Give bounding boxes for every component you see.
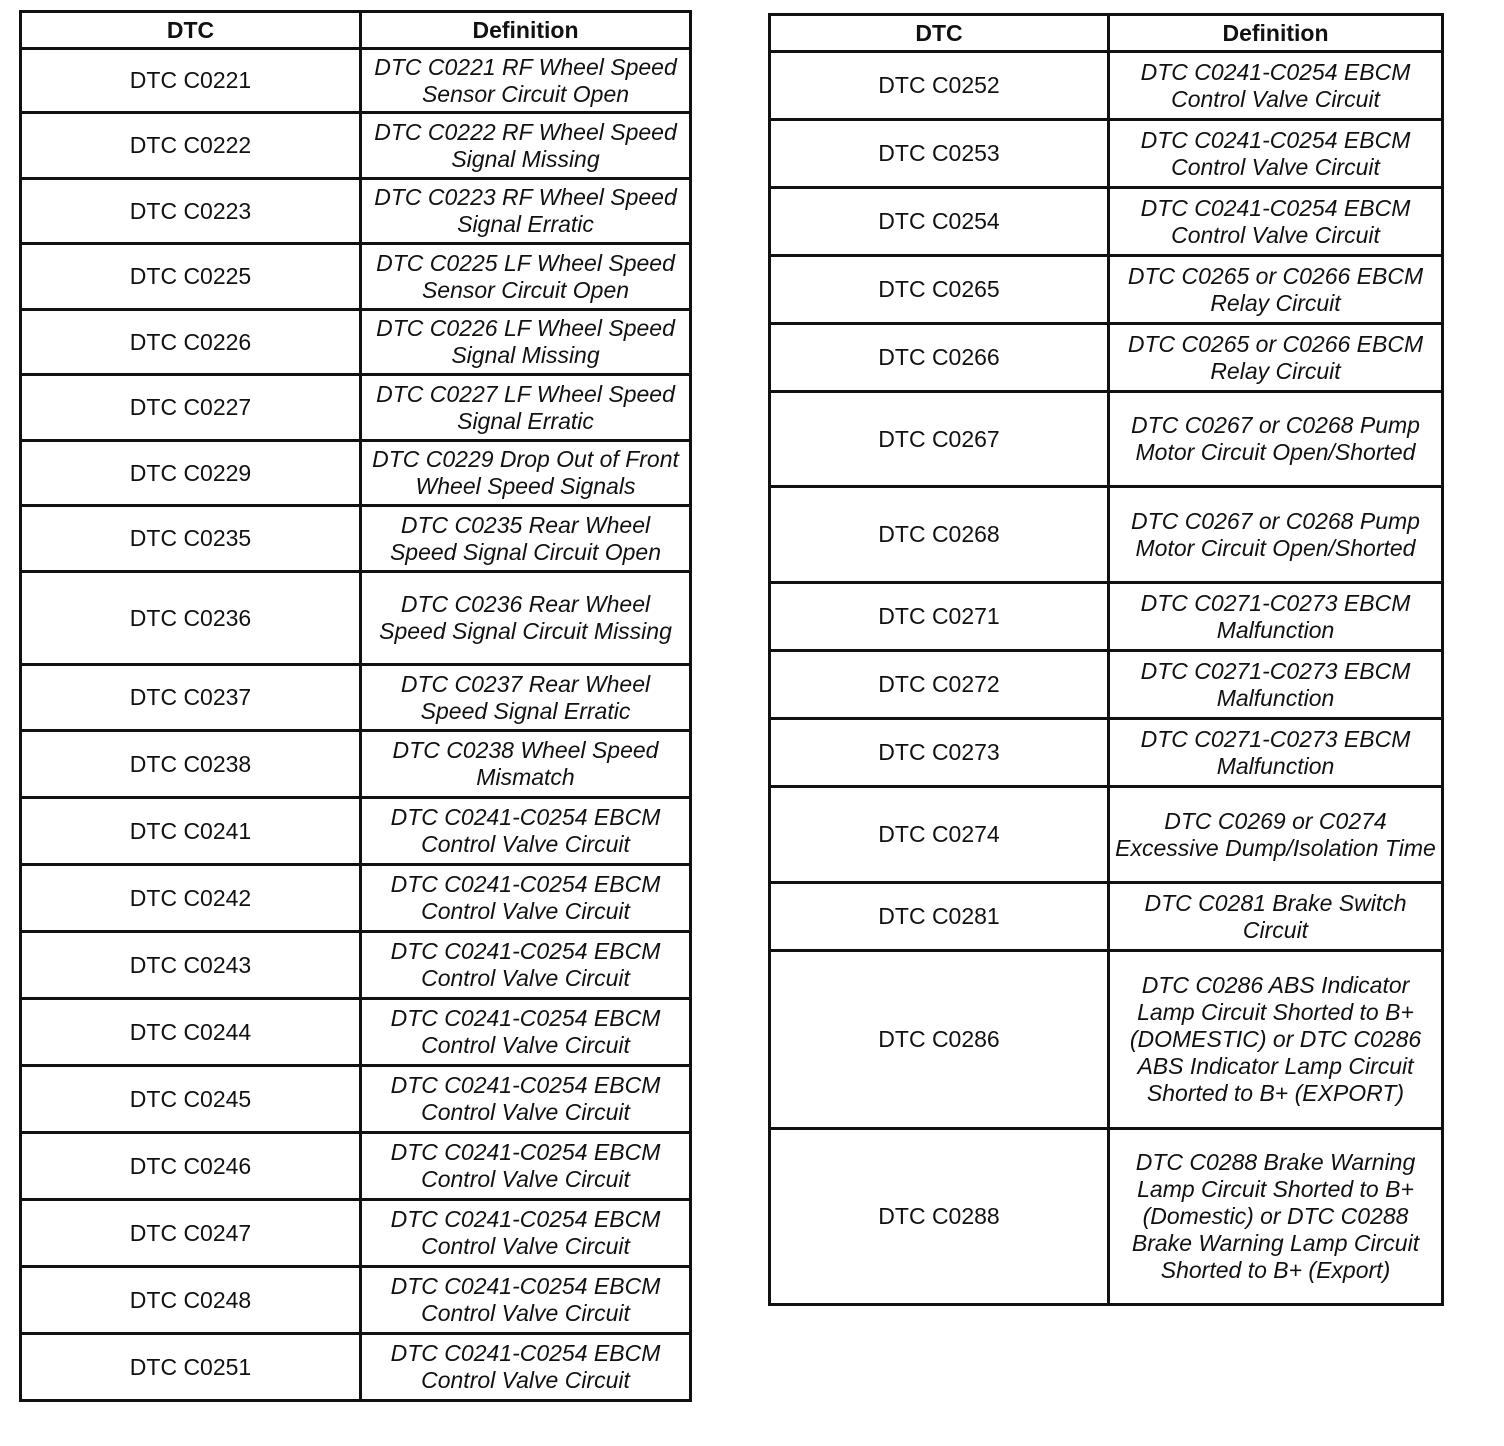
table-row bbox=[21, 731, 691, 798]
dtc-code-cell: DTC C0288 bbox=[770, 1129, 1109, 1305]
dtc-definition-cell: DTC C0271-C0273 EBCM Malfunction bbox=[1109, 583, 1443, 651]
table-row bbox=[21, 49, 691, 113]
dtc-code-cell: DTC C0226 bbox=[21, 310, 361, 375]
dtc-code-cell: DTC C0237 bbox=[21, 665, 361, 731]
dtc-definition-cell: DTC C0269 or C0274 Excessive Dump/Isolation Time bbox=[1109, 787, 1443, 883]
table-row bbox=[21, 1066, 691, 1133]
dtc-definition-cell: DTC C0226 LF Wheel Speed Signal Missing bbox=[361, 310, 691, 375]
table-row bbox=[21, 113, 691, 179]
dtc-definition-cell: DTC C0241-C0254 EBCM Control Valve Circuit bbox=[361, 999, 691, 1066]
dtc-code-cell: DTC C0235 bbox=[21, 506, 361, 572]
table-row bbox=[770, 787, 1443, 883]
dtc-definition-cell: DTC C0241-C0254 EBCM Control Valve Circuit bbox=[1109, 120, 1443, 188]
dtc-definition-cell: DTC C0267 or C0268 Pump Motor Circuit Open/Shorted bbox=[1109, 487, 1443, 583]
dtc-definition-cell: DTC C0271-C0273 EBCM Malfunction bbox=[1109, 719, 1443, 787]
dtc-code-cell: DTC C0272 bbox=[770, 651, 1109, 719]
table-row bbox=[770, 883, 1443, 951]
header-definition: Definition bbox=[1109, 15, 1443, 52]
dtc-definition-cell: DTC C0237 Rear Wheel Speed Signal Erratic bbox=[361, 665, 691, 731]
table-row bbox=[770, 324, 1443, 392]
dtc-definition-cell: DTC C0241-C0254 EBCM Control Valve Circuit bbox=[361, 1334, 691, 1401]
dtc-definition-cell: DTC C0235 Rear Wheel Speed Signal Circuit Open bbox=[361, 506, 691, 572]
table-row bbox=[21, 865, 691, 932]
dtc-definition-cell: DTC C0225 LF Wheel Speed Sensor Circuit Open bbox=[361, 244, 691, 310]
dtc-definition-cell: DTC C0241-C0254 EBCM Control Valve Circuit bbox=[361, 798, 691, 865]
table-row bbox=[770, 719, 1443, 787]
table-row bbox=[770, 52, 1443, 120]
dtc-definition-cell: DTC C0286 ABS Indicator Lamp Circuit Shorted to B+ (DOMESTIC) or DTC C0286 ABS Indicator Lamp Circuit Shorted to B+ (EXPORT) bbox=[1109, 951, 1443, 1129]
dtc-definition-cell: DTC C0241-C0254 EBCM Control Valve Circuit bbox=[1109, 188, 1443, 256]
dtc-code-cell: DTC C0229 bbox=[21, 441, 361, 506]
table-row bbox=[21, 244, 691, 310]
dtc-code-cell: DTC C0238 bbox=[21, 731, 361, 798]
dtc-definition-cell: DTC C0267 or C0268 Pump Motor Circuit Open/Shorted bbox=[1109, 392, 1443, 487]
dtc-definition-cell: DTC C0223 RF Wheel Speed Signal Erratic bbox=[361, 179, 691, 244]
dtc-definition-cell: DTC C0241-C0254 EBCM Control Valve Circuit bbox=[361, 1200, 691, 1267]
dtc-code-cell: DTC C0245 bbox=[21, 1066, 361, 1133]
table-row bbox=[770, 1129, 1443, 1305]
dtc-code-cell: DTC C0254 bbox=[770, 188, 1109, 256]
dtc-definition-cell: DTC C0241-C0254 EBCM Control Valve Circuit bbox=[361, 865, 691, 932]
dtc-definition-cell: DTC C0271-C0273 EBCM Malfunction bbox=[1109, 651, 1443, 719]
table-row bbox=[770, 651, 1443, 719]
dtc-code-cell: DTC C0227 bbox=[21, 375, 361, 441]
dtc-code-cell: DTC C0223 bbox=[21, 179, 361, 244]
dtc-definition-cell: DTC C0241-C0254 EBCM Control Valve Circuit bbox=[361, 1133, 691, 1200]
dtc-code-cell: DTC C0267 bbox=[770, 392, 1109, 487]
header-dtc: DTC bbox=[770, 15, 1109, 52]
dtc-definition-cell: DTC C0229 Drop Out of Front Wheel Speed Signals bbox=[361, 441, 691, 506]
table-row bbox=[21, 798, 691, 865]
dtc-definition-cell: DTC C0241-C0254 EBCM Control Valve Circuit bbox=[361, 1066, 691, 1133]
table-row bbox=[21, 310, 691, 375]
dtc-code-cell: DTC C0274 bbox=[770, 787, 1109, 883]
table-row bbox=[770, 120, 1443, 188]
dtc-code-cell: DTC C0268 bbox=[770, 487, 1109, 583]
table-row bbox=[21, 179, 691, 244]
dtc-definition-cell: DTC C0238 Wheel Speed Mismatch bbox=[361, 731, 691, 798]
dtc-code-cell: DTC C0265 bbox=[770, 256, 1109, 324]
dtc-code-cell: DTC C0252 bbox=[770, 52, 1109, 120]
dtc-definition-cell: DTC C0241-C0254 EBCM Control Valve Circuit bbox=[361, 1267, 691, 1334]
table-row bbox=[21, 572, 691, 665]
table-row bbox=[21, 1334, 691, 1401]
dtc-definition-cell: DTC C0222 RF Wheel Speed Signal Missing bbox=[361, 113, 691, 179]
table-row bbox=[21, 665, 691, 731]
dtc-code-cell: DTC C0248 bbox=[21, 1267, 361, 1334]
dtc-code-cell: DTC C0242 bbox=[21, 865, 361, 932]
header-definition: Definition bbox=[361, 12, 691, 49]
dtc-code-cell: DTC C0253 bbox=[770, 120, 1109, 188]
dtc-code-cell: DTC C0286 bbox=[770, 951, 1109, 1129]
dtc-code-cell: DTC C0225 bbox=[21, 244, 361, 310]
table-row bbox=[770, 583, 1443, 651]
dtc-definition-cell: DTC C0227 LF Wheel Speed Signal Erratic bbox=[361, 375, 691, 441]
dtc-definition-cell: DTC C0241-C0254 EBCM Control Valve Circuit bbox=[1109, 52, 1443, 120]
table-row bbox=[770, 951, 1443, 1129]
dtc-code-cell: DTC C0244 bbox=[21, 999, 361, 1066]
dtc-code-cell: DTC C0236 bbox=[21, 572, 361, 665]
dtc-definition-cell: DTC C0288 Brake Warning Lamp Circuit Shorted to B+ (Domestic) or DTC C0288 Brake Warning Lamp Circuit Shorted to B+ (Export) bbox=[1109, 1129, 1443, 1305]
table-row bbox=[21, 1133, 691, 1200]
dtc-definition-cell: DTC C0265 or C0266 EBCM Relay Circuit bbox=[1109, 324, 1443, 392]
table-row bbox=[21, 1267, 691, 1334]
dtc-code-cell: DTC C0221 bbox=[21, 49, 361, 113]
dtc-code-cell: DTC C0251 bbox=[21, 1334, 361, 1401]
table-row bbox=[21, 441, 691, 506]
dtc-table-right bbox=[768, 13, 1444, 1306]
header-row bbox=[21, 12, 691, 49]
dtc-code-cell: DTC C0247 bbox=[21, 1200, 361, 1267]
dtc-definition-cell: DTC C0236 Rear Wheel Speed Signal Circuit Missing bbox=[361, 572, 691, 665]
table-row bbox=[21, 1200, 691, 1267]
table-row bbox=[770, 487, 1443, 583]
table-row bbox=[21, 932, 691, 999]
dtc-definition-cell: DTC C0281 Brake Switch Circuit bbox=[1109, 883, 1443, 951]
dtc-code-cell: DTC C0266 bbox=[770, 324, 1109, 392]
table-row bbox=[770, 256, 1443, 324]
table-row bbox=[21, 999, 691, 1066]
dtc-table-left bbox=[19, 10, 692, 1402]
table-row bbox=[770, 188, 1443, 256]
dtc-definition-cell: DTC C0265 or C0266 EBCM Relay Circuit bbox=[1109, 256, 1443, 324]
table-row bbox=[21, 506, 691, 572]
table-row bbox=[21, 375, 691, 441]
dtc-code-cell: DTC C0243 bbox=[21, 932, 361, 999]
header-dtc: DTC bbox=[21, 12, 361, 49]
dtc-code-cell: DTC C0222 bbox=[21, 113, 361, 179]
dtc-code-cell: DTC C0273 bbox=[770, 719, 1109, 787]
dtc-definition-cell: DTC C0241-C0254 EBCM Control Valve Circuit bbox=[361, 932, 691, 999]
table-row bbox=[770, 392, 1443, 487]
dtc-definition-cell: DTC C0221 RF Wheel Speed Sensor Circuit Open bbox=[361, 49, 691, 113]
dtc-code-cell: DTC C0271 bbox=[770, 583, 1109, 651]
dtc-code-cell: DTC C0246 bbox=[21, 1133, 361, 1200]
dtc-code-cell: DTC C0281 bbox=[770, 883, 1109, 951]
dtc-code-cell: DTC C0241 bbox=[21, 798, 361, 865]
header-row bbox=[770, 15, 1443, 52]
